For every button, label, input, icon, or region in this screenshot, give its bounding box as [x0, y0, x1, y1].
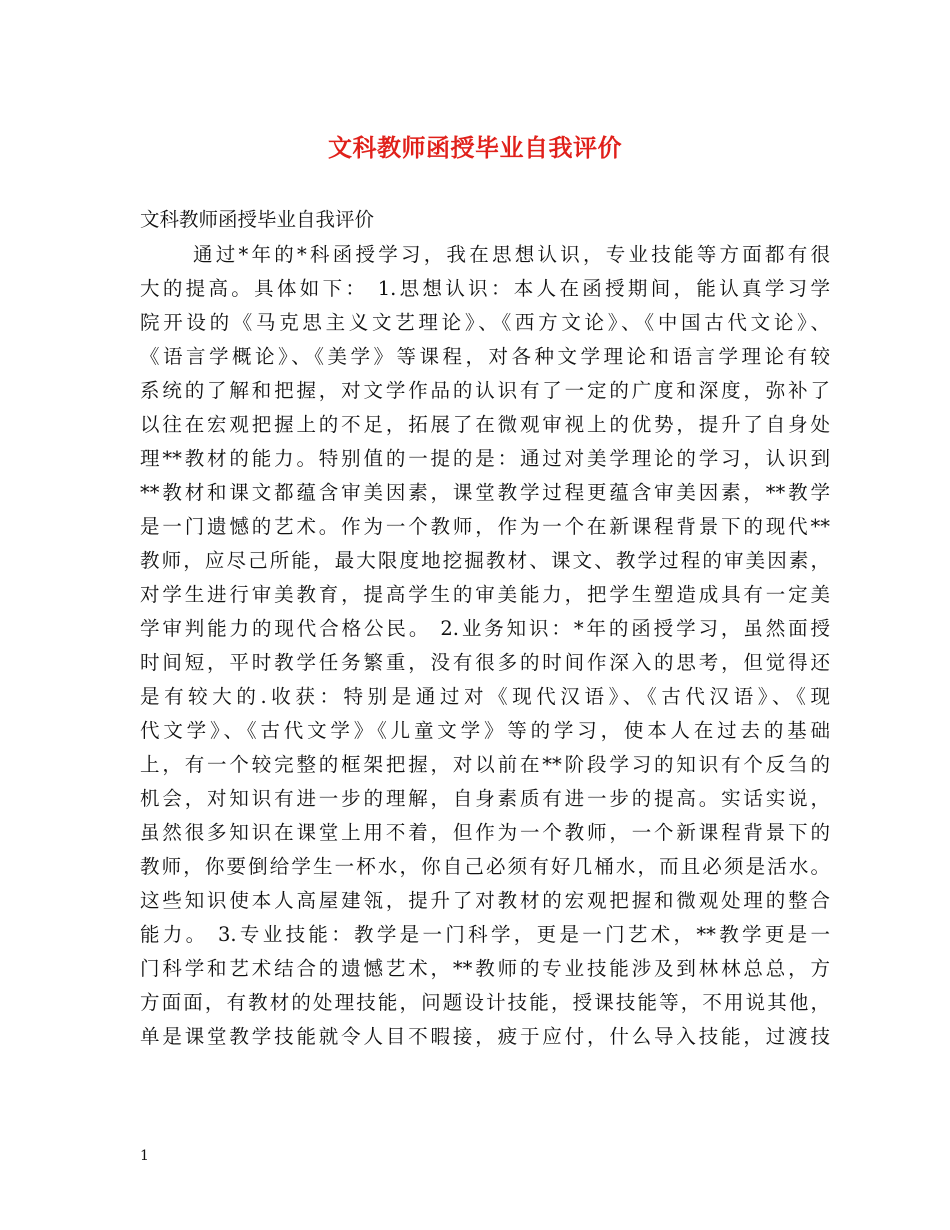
body-text-line: 理**教材的能力。特别值的一提的是：通过对美学理论的学习，认识到	[140, 447, 830, 470]
body-text-line: 是一门遗憾的艺术。作为一个教师，作为一个在新课程背景下的现代**	[140, 515, 830, 538]
body-text-line: 虽然很多知识在课堂上用不着，但作为一个教师，一个新课程背景下的	[140, 821, 830, 844]
document-body	[140, 238, 830, 1054]
body-text-line: **教材和课文都蕴含审美因素，课堂教学过程更蕴含审美因素，**教学	[140, 481, 830, 504]
body-text-line: 代文学》、《古代文学》《儿童文学》等的学习，使本人在过去的基础	[140, 719, 830, 742]
body-text-line: 《语言学概论》、《美学》等课程，对各种文学理论和语言学理论有较	[140, 345, 830, 368]
body-text-line: 是有较大的.收获：特别是通过对《现代汉语》、《古代汉语》、《现	[140, 685, 830, 708]
body-text-line: 大的提高。具体如下： 1.思想认识：本人在函授期间，能认真学习学	[140, 277, 830, 300]
body-text-line: 以往在宏观把握上的不足，拓展了在微观审视上的优势，提升了自身处	[140, 413, 830, 436]
body-text-line: 时间短，平时教学任务繁重，没有很多的时间作深入的思考，但觉得还	[140, 651, 830, 674]
body-text-line: 单是课堂教学技能就令人目不暇接，疲于应付，什么导入技能，过渡技	[140, 1025, 830, 1048]
body-text-line: 学审判能力的现代合格公民。 2.业务知识：*年的函授学习，虽然面授	[140, 617, 830, 640]
body-text-line: 院开设的《马克思主义文艺理论》、《西方文论》、《中国古代文论》、	[140, 311, 830, 334]
page-number: 1	[140, 1148, 149, 1164]
body-text-line: 通过*年的*科函授学习，我在思想认识，专业技能等方面都有很	[193, 243, 830, 266]
body-text-line: 教师，应尽己所能，最大限度地挖掘教材、课文、教学过程的审美因素，	[140, 549, 830, 572]
document-subtitle: 文科教师函授毕业自我评价	[140, 208, 375, 231]
body-text-line: 这些知识使本人高屋建瓴，提升了对教材的宏观把握和微观处理的整合	[140, 889, 830, 912]
document-title: 文科教师函授毕业自我评价	[328, 133, 622, 162]
body-text-line: 方面面，有教材的处理技能，问题设计技能，授课技能等，不用说其他，	[140, 991, 830, 1014]
body-text-line: 系统的了解和把握，对文学作品的认识有了一定的广度和深度，弥补了	[140, 379, 830, 402]
body-text-line: 上，有一个较完整的框架把握，对以前在**阶段学习的知识有个反刍的	[140, 753, 830, 776]
body-text-line: 门科学和艺术结合的遗憾艺术，**教师的专业技能涉及到林林总总，方	[140, 957, 830, 980]
body-text-line: 教师，你要倒给学生一杯水，你自己必须有好几桶水，而且必须是活水。	[140, 855, 830, 878]
body-text-line: 机会，对知识有进一步的理解，自身素质有进一步的提高。实话实说，	[140, 787, 830, 810]
body-text-line: 对学生进行审美教育，提高学生的审美能力，把学生塑造成具有一定美	[140, 583, 830, 606]
body-text-line: 能力。 3.专业技能：教学是一门科学，更是一门艺术，**教学更是一	[140, 923, 830, 946]
